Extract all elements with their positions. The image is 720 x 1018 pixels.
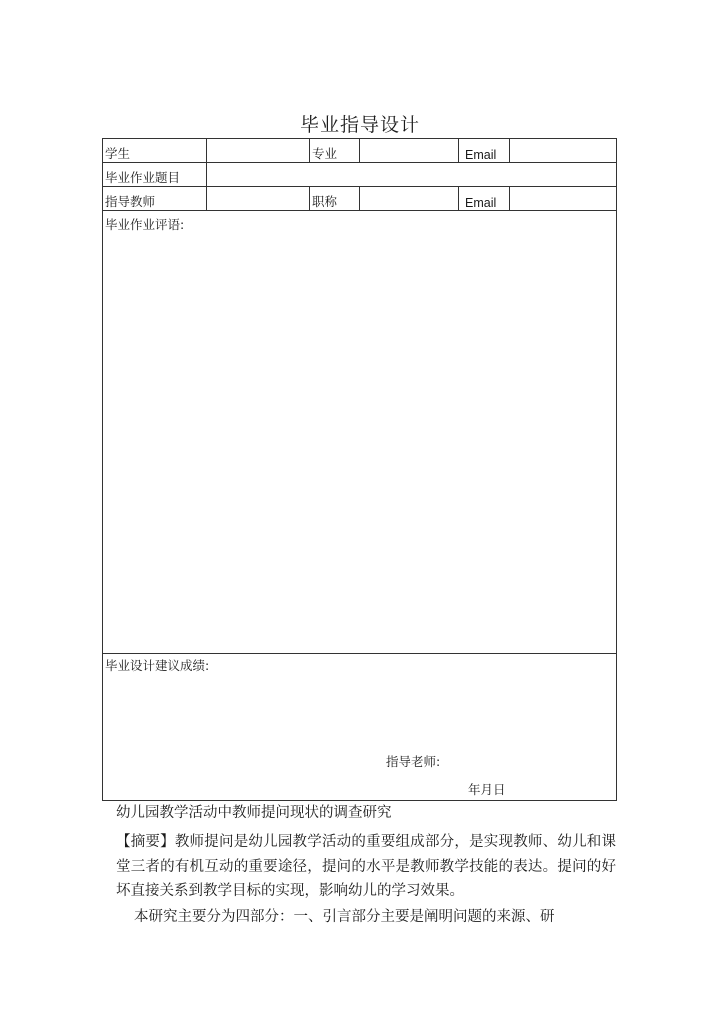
advisor-email-field[interactable] — [510, 187, 617, 211]
comments-section[interactable] — [103, 211, 617, 654]
student-name-field[interactable] — [207, 139, 310, 163]
student-label: 学生 — [103, 139, 207, 163]
abstract-paragraph: 【摘要】教师提问是幼儿园教学活动的重要组成部分，是实现教师、幼儿和课堂三者的有机互动的重要途径，提问的水平是教师教学技能的表达。提问的好坏直接关系到教学目标的实现，影响幼儿的学习效果。 — [116, 834, 616, 899]
major-label: 专业 — [310, 139, 360, 163]
topic-field[interactable] — [207, 163, 617, 187]
comments-label: 毕业作业评语: — [105, 217, 185, 232]
advisor-signature-label: 指导老师: — [386, 754, 441, 769]
grade-row — [103, 654, 617, 801]
comments-row — [103, 211, 617, 654]
body-paragraph: 本研究主要分为四部分：一、引言部分主要是阐明问题的来源、研 — [134, 909, 555, 925]
paper-title: 幼儿园教学活动中教师提问现状的调查研究 — [116, 805, 392, 821]
topic-label: 毕业作业题目 — [103, 163, 207, 187]
position-field[interactable] — [360, 187, 459, 211]
date-label: 年月日 — [468, 782, 506, 797]
grade-label: 毕业设计建议成绩: — [105, 658, 210, 673]
advisor-name-field[interactable] — [207, 187, 310, 211]
student-email-field[interactable] — [510, 139, 617, 163]
major-field[interactable] — [360, 139, 459, 163]
form-title: 毕业指导设计 — [299, 114, 420, 136]
graduation-form-table — [102, 138, 617, 801]
position-label: 职称 — [310, 187, 360, 211]
advisor-label: 指导教师 — [103, 187, 207, 211]
student-email-label: Email — [459, 139, 510, 163]
grade-section[interactable] — [103, 654, 617, 801]
advisor-row — [103, 187, 617, 211]
topic-row — [103, 163, 617, 187]
advisor-email-label: Email — [459, 187, 510, 211]
student-row — [103, 139, 617, 163]
